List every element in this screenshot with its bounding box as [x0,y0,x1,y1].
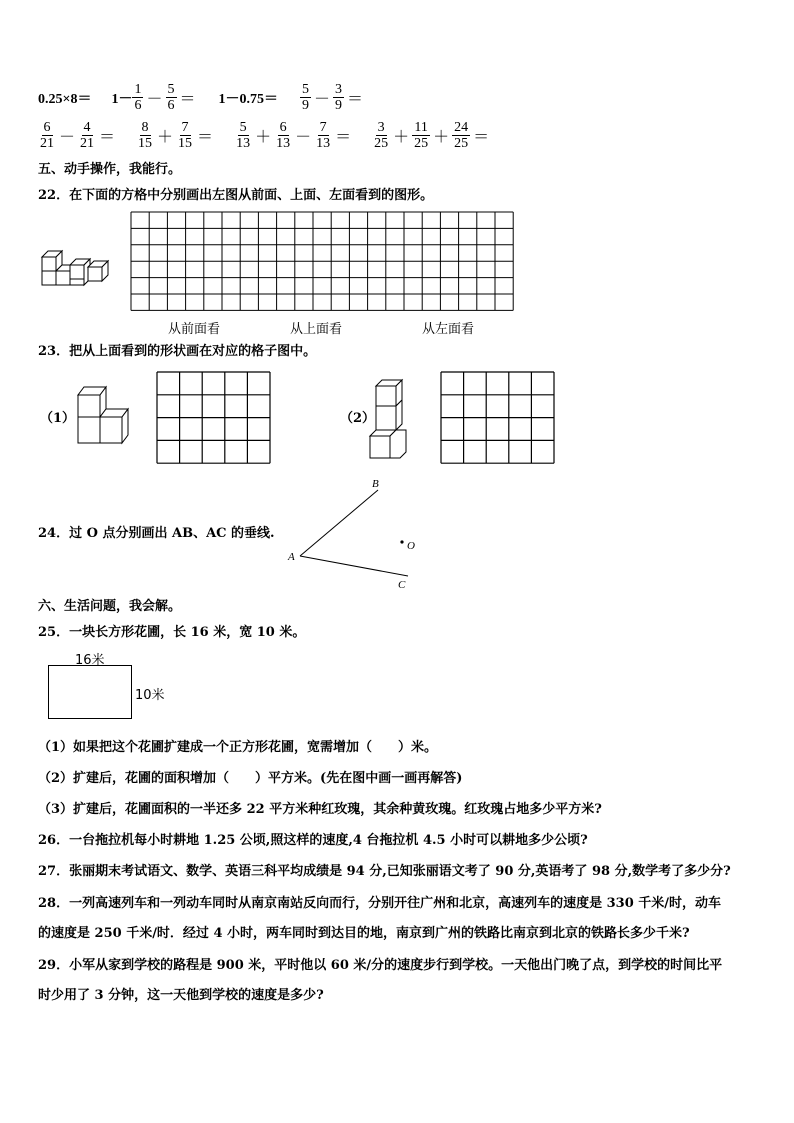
question-22: 22．在下面的方格中分别画出左图从前面、上面、左面看到的图形。 [38,188,434,203]
question-25-2: （2）扩建后，花圃的面积增加（ ）平方米。(先在图中画一画再解答) [38,771,463,786]
calc-2-lead: 1－ [111,91,133,107]
fraction: $\frac{11}{25}$ [414,120,429,151]
question-29-line-2: 时少用了 3 分钟，这一天他到学校的速度是多少? [38,988,324,1003]
operator: － [295,129,312,146]
operator: － [314,91,331,108]
question-27: 27．张丽期末考试语文、数学、英语三科平均成绩是 94 分,已知张丽语文考了 90 分,英语考了 98 分,数学考了多少分? [38,864,731,879]
fraction: $\frac{5}{13}$ [236,120,251,151]
question-26: 26．一台拖拉机每小时耕地 1.25 公顷,照这样的速度,4 台拖拉机 4.5 小时可以耕地多少公顷? [38,833,588,848]
operator: － [59,129,76,146]
rect-length-label: 16米 [75,653,105,668]
equals: ＝ [473,129,490,146]
cube-stack-figure-23-1 [72,383,132,449]
operator: ＋ [433,129,450,146]
fraction: $\frac{8}{15}$ [138,120,153,151]
equals: ＝ [99,129,116,146]
question-28-line-2: 的速度是 250 千米/时．经过 4 小时，两车同时到达目的地，南京到广州的铁路比南京到北京的铁路长多少千米? [38,926,690,941]
question-29-line-1: 29．小军从家到学校的路程是 900 米，平时他以 60 米/分的速度步行到学校。一天他出门晚了点，到学校的时间比平 [38,958,723,973]
caption-left-view: 从左面看 [422,322,475,337]
label-23-1: （1） [40,411,76,426]
fraction: $\frac{6}{13}$ [276,120,291,151]
label-23-2: （2） [340,411,376,426]
equals: ＝ [335,129,352,146]
operator: ＋ [255,129,272,146]
fraction: $\frac{24}{25}$ [454,120,469,151]
caption-top-view: 从上面看 [290,322,343,337]
fraction: $\frac{7}{15}$ [178,120,193,151]
label-o: O [407,540,415,552]
drawing-grid-23-1[interactable] [156,371,272,465]
calc-row-2 [38,120,492,151]
fraction: $\frac{5}{6}$ [167,82,175,113]
fraction: $\frac{5}{9}$ [302,82,310,113]
fraction: $\frac{3}{9}$ [335,82,343,113]
operator: － [146,91,163,108]
label-b: B [372,478,379,490]
label-c: C [398,579,406,591]
rect-width-label: 10米 [135,688,165,703]
section-5-heading: 五、动手操作，我能行。 [38,162,182,177]
cube-stack-figure-22 [38,245,112,293]
point-o [400,540,403,543]
fraction: $\frac{7}{13}$ [316,120,331,151]
fraction: $\frac{4}{21}$ [80,120,95,151]
calc-1: 0.25×8＝ [38,91,92,107]
drawing-grid-23-2[interactable] [440,371,556,465]
question-23: 23．把从上面看到的形状画在对应的格子图中。 [38,344,317,359]
equals: ＝ [197,129,214,146]
operator: ＋ [157,129,174,146]
operator: ＋ [393,129,410,146]
ray-ab [300,490,378,556]
drawing-grid-22[interactable] [130,211,518,313]
angle-figure-24 [280,474,430,594]
cube-stack-figure-23-2 [366,376,412,462]
question-24: 24．过 O 点分别画出 AB、AC 的垂线. [38,526,275,541]
calc-3: 1－0.75＝ [218,91,279,107]
label-a: A [288,551,295,563]
fraction: $\frac{6}{21}$ [40,120,54,151]
calc-row-1 [38,82,366,113]
equals: ＝ [347,91,364,108]
flowerbed-rectangle [48,665,132,719]
question-25-1: （1）如果把这个花圃扩建成一个正方形花圃，宽需增加（ ）米。 [38,740,438,755]
section-6-heading: 六、生活问题，我会解。 [38,599,182,614]
ray-ac [300,556,408,576]
question-25-3: （3）扩建后，花圃面积的一半还多 22 平方米种红玫瑰，其余种黄玫瑰。红玫瑰占地多少平方米? [38,802,602,817]
fraction: $\frac{3}{25}$ [374,120,389,151]
question-25: 25．一块长方形花圃，长 16 米，宽 10 米。 [38,625,306,640]
caption-front-view: 从前面看 [168,322,221,337]
fraction: $\frac{1}{6}$ [134,82,142,113]
question-28-line-1: 28．一列高速列车和一列动车同时从南京南站反向而行，分别开往广州和北京，高速列车的速度是 330 千米/时，动车 [38,896,722,911]
equals: ＝ [179,91,196,108]
